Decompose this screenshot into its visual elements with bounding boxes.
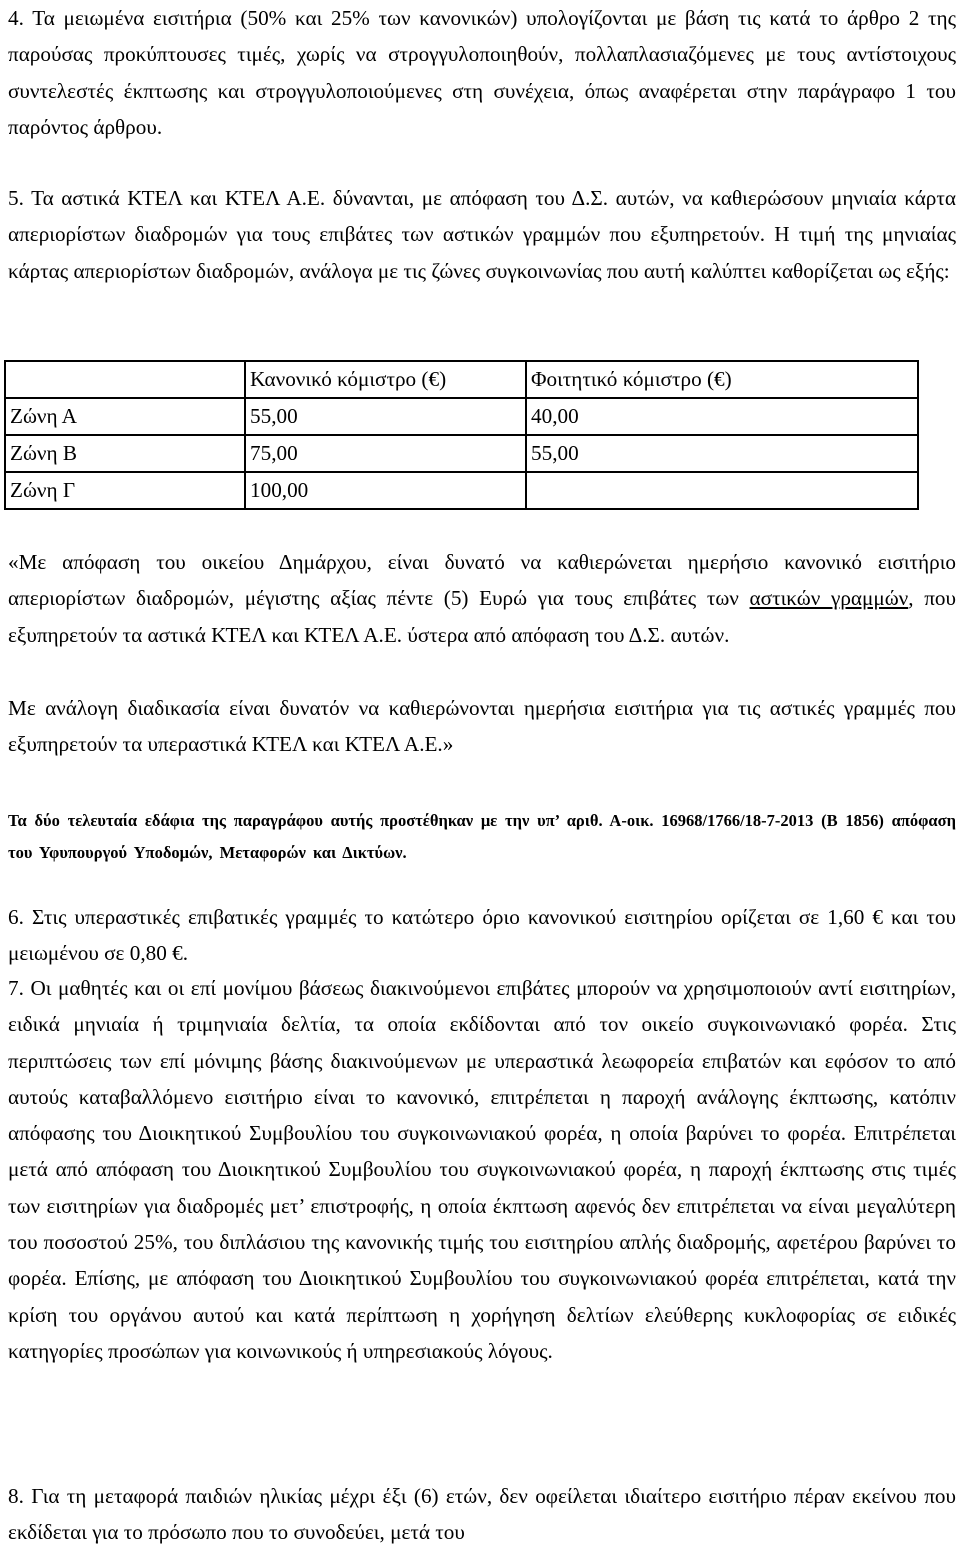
paragraph-8: 8. Για τη μεταφορά παιδιών ηλικίας μέχρι έξι (6) ετών, δεν οφείλεται ιδιαίτερο εισιτήριο πέραν εκείνου που εκδίδεται για το πρόσωπο που το συνοδεύει, μετά του	[8, 1484, 956, 1545]
student-fare-cell	[526, 472, 918, 509]
paragraph-4: 4. Τα μειωμένα εισιτήρια (50% και 25% των κανονικών) υπολογίζονται με βάση τις κατά το άρθρο 2 της παρούσας προκύπτουσες τιμές, χωρίς να στρογγυλοποιηθούν, πολλαπλασιαζόμενες με τους αντίστοιχους συντελεστές έκπτωσης και στρογγυλοποιούμενες στη συνέχεια, όπως αναφέρεται στην παράγραφο 1 του παρόντος άρθρου.	[8, 6, 956, 139]
zone-cell: Ζώνη Α	[5, 398, 245, 435]
paragraph-6: 6. Στις υπεραστικές επιβατικές γραμμές το κατώτερο όριο κανονικού εισιτηρίου ορίζεται σε 1,60 € και του μειωμένου σε 0,80 €.	[8, 905, 956, 966]
table-row	[5, 398, 918, 435]
table-header-empty	[5, 361, 245, 398]
zone-cell: Ζώνη Γ	[5, 472, 245, 509]
student-fare-cell: 55,00	[526, 435, 918, 472]
paragraph-5: 5. Τα αστικά ΚΤΕΛ και ΚΤΕΛ Α.Ε. δύνανται, με απόφαση του Δ.Σ. αυτών, να καθιερώσουν μηνιαία κάρτα απεριορίστων διαδρομών για τους επιβάτες των αστικών γραμμών που εξυπηρετούν. Η τιμή της μηνιαίας κάρτας απεριορίστων διαδρομών, ανάλογα με τις ζώνες συγκοινωνίας που αυτή καλύπτει καθορίζεται ως εξής:	[8, 186, 956, 283]
regular-fare-cell: 55,00	[245, 398, 526, 435]
amendment-note: Τα δύο τελευταία εδάφια της παραγράφου αυτής προστέθηκαν με την υπ’ αριθ. Α-οικ. 16968/1766/18-7-2013 (Β 1856) απόφαση του Υφυπουργού Υποδομών, Μεταφορών και Δικτύων.	[8, 811, 956, 862]
table-header-student-fare: Φοιτητικό κόμιστρο (€)	[526, 361, 918, 398]
student-fare-cell: 40,00	[526, 398, 918, 435]
regular-fare-cell: 75,00	[245, 435, 526, 472]
paragraph-5-intercity-daily: Με ανάλογη διαδικασία είναι δυνατόν να καθιερώνονται ημερήσια εισιτήρια για τις αστικές γραμμές που εξυπηρετούν τα υπεραστικά ΚΤΕΛ και ΚΤΕΛ Α.Ε.»	[8, 696, 956, 757]
fare-table	[4, 360, 919, 510]
table-row	[5, 472, 918, 509]
urban-lines-link[interactable]: αστικών γραμμών	[749, 586, 909, 611]
regular-fare-cell: 100,00	[245, 472, 526, 509]
fare-table-header-row	[5, 361, 918, 398]
table-row	[5, 435, 918, 472]
table-header-regular-fare: Κανονικό κόμιστρο (€)	[245, 361, 526, 398]
paragraph-7: 7. Οι μαθητές και οι επί μονίμου βάσεως διακινούμενοι επιβάτες μπορούν να χρησιμοποιούν αντί εισιτηρίων, ειδικά μηνιαία ή τριμηνιαία δελτία, τα οποία εκδίδονται από τον οικείο συγκοινωνιακό φορέα. Στις περιπτώσεις των επί μόνιμης βάσης διακινούμενων με υπεραστικά λεωφορεία επιβατών και εφόσον το από αυτούς καταβαλλόμενο εισιτήριο είναι το κανονικό, επιτρέπεται η παροχή ανάλογης έκπτωσης, κατόπιν απόφασης του Διοικητικού Συμβουλίου του συγκοινωνιακού φορέα, η οποία βαρύνει το φορέα. Επιτρέπεται μετά από απόφαση του Διοικητικού Συμβουλίου του συγκοινωνιακού φορέα, η παροχή έκπτωσης στις τιμές των εισιτηρίων για διαδρομές μετ’ επιστροφής, η οποία έκπτωση αφενός δεν επιτρέπεται να είναι μεγαλύτερη του ποσοστού 25%, του διπλάσιου της κανονικής τιμής του εισιτηρίου απλής διαδρομής, αφετέρου βαρύνει το φορέα. Επίσης, με απόφαση του Διοικητικού Συμβουλίου του συγκοινωνιακού φορέα επιτρέπεται, κατά την κρίση του οργάνου αυτού και κατά περίπτωση η χορήγηση δελτίων ελεύθερης κυκλοφορίας σε ειδικές κατηγορίες προσώπων για κοινωνικούς ή υπηρεσιακούς λόγους.	[8, 976, 956, 1363]
zone-cell: Ζώνη Β	[5, 435, 245, 472]
paragraph-5-daily-ticket	[8, 544, 956, 653]
daily-ticket-text-start: «Με απόφαση του οικείου Δημάρχου, είναι δυνατό να καθιερώνεται ημερήσιο κανονικό εισιτήριο απεριορίστων διαδρομών, μέγιστης αξίας πέντε (5) Ευρώ για τους επιβάτες των	[8, 550, 956, 611]
daily-ticket-text-end: , που εξυπηρετούν τα αστικά ΚΤΕΛ και ΚΤΕΛ Α.Ε. ύστερα από απόφαση του Δ.Σ. αυτών.	[8, 586, 956, 647]
